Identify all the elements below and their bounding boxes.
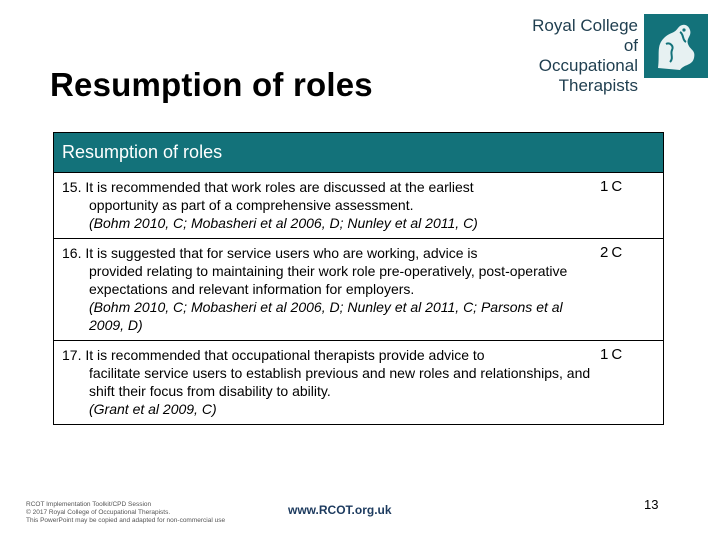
recommendation-citation: (Grant et al 2009, C) (89, 401, 217, 417)
logo-emblem-icon (644, 14, 708, 78)
logo-line-1: Royal College of (532, 16, 638, 55)
logo-wordmark (530, 16, 638, 96)
table-row (54, 341, 663, 424)
recommendation-first-line: 16. It is suggested that for service users who are working, advice is (62, 245, 478, 261)
recommendation-citation: (Bohm 2010, C; Mobasheri et al 2006, D; Nunley et al 2011, C) (89, 215, 478, 231)
grade-cell: 2C (600, 244, 626, 261)
rcot-logo (530, 14, 710, 95)
recommendation-first-line: 17. It is recommended that occupational therapists provide advice to (62, 347, 485, 363)
recommendation-continuation: provided relating to maintaining their work role pre-operatively, post-operative expectations and relevant information for employers. (89, 263, 568, 297)
table-header: Resumption of roles (54, 133, 663, 173)
recommendation-continuation: opportunity as part of a comprehensive assessment. (89, 197, 414, 213)
recommendation-cell (54, 239, 596, 340)
logo-line-3: Therapists (558, 76, 638, 95)
slide-title: Resumption of roles (50, 66, 373, 103)
table-row (54, 173, 663, 239)
page-number: 13 (644, 497, 659, 512)
grade-cell: 1C (600, 178, 626, 195)
footer-url-link[interactable]: www.RCOT.org.uk (288, 503, 392, 517)
recommendation-first-line: 15. It is recommended that work roles are discussed at the earliest (62, 179, 474, 195)
footer-line-1: RCOT Implementation Toolkit/CPD Session (26, 501, 152, 508)
recommendation-citation: (Bohm 2010, C; Mobasheri et al 2006, D; Nunley et al 2011, C; Parsons et al 2009, D) (89, 299, 563, 333)
logo-line-2: Occupational (538, 56, 638, 75)
table-row (54, 239, 663, 341)
footer-copyright (26, 501, 225, 525)
recommendation-cell (54, 341, 596, 424)
recommendation-cell (54, 173, 596, 238)
footer-line-2: © 2017 Royal College of Occupational Therapists. (26, 509, 171, 516)
recommendations-table (53, 132, 664, 425)
footer-line-3: This PowerPoint may be copied and adapted for non-commercial use (26, 517, 226, 524)
grade-cell: 1C (600, 346, 626, 363)
recommendation-continuation: facilitate service users to establish previous and new roles and relationships, and shift their focus from disability to ability. (89, 365, 591, 399)
